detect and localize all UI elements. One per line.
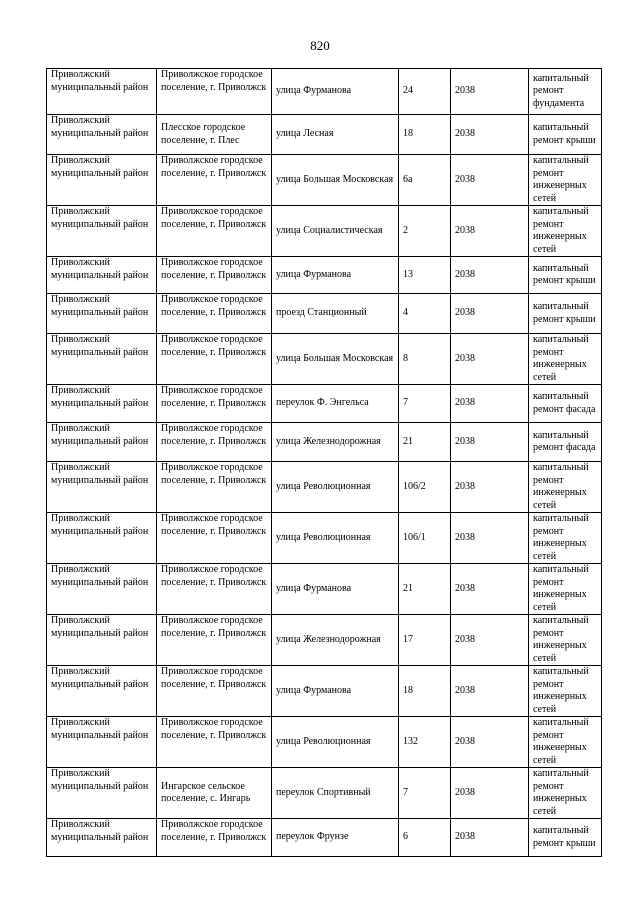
table-row [47, 513, 602, 564]
work-type-cell: капитальный ремонт крыши [529, 819, 602, 857]
year-cell: 2038 [451, 717, 529, 768]
table-row [47, 666, 602, 717]
street-cell: улица Большая Московская [272, 334, 399, 385]
year-cell: 2038 [451, 423, 529, 462]
street-cell: улица Революционная [272, 462, 399, 513]
street-cell: улица Фурманова [272, 257, 399, 294]
settlement-cell: Приволжское городское поселение, г. Приволжск [157, 385, 272, 423]
settlement-cell: Приволжское городское поселение, г. Приволжск [157, 564, 272, 615]
work-type-cell: капитальный ремонт инженерных сетей [529, 768, 602, 819]
table-row [47, 115, 602, 155]
street-cell: улица Фурманова [272, 666, 399, 717]
district-cell: Приволжский муниципальный район [47, 206, 157, 257]
house-cell: 24 [399, 69, 451, 115]
district-cell: Приволжский муниципальный район [47, 69, 157, 115]
district-cell: Приволжский муниципальный район [47, 513, 157, 564]
district-cell: Приволжский муниципальный район [47, 615, 157, 666]
district-cell: Приволжский муниципальный район [47, 564, 157, 615]
district-cell: Приволжский муниципальный район [47, 462, 157, 513]
house-cell: 17 [399, 615, 451, 666]
work-type-cell: капитальный ремонт фундамента [529, 69, 602, 115]
settlement-cell: Ингарское сельское поселение, с. Ингарь [157, 768, 272, 819]
table-row [47, 155, 602, 206]
year-cell: 2038 [451, 115, 529, 155]
table-row [47, 385, 602, 423]
work-type-cell: капитальный ремонт инженерных сетей [529, 462, 602, 513]
year-cell: 2038 [451, 819, 529, 857]
table-row [47, 423, 602, 462]
page-number: 820 [310, 38, 330, 53]
settlement-cell: Приволжское городское поселение, г. Приволжск [157, 423, 272, 462]
work-type-cell: капитальный ремонт фасада [529, 385, 602, 423]
house-cell: 2 [399, 206, 451, 257]
house-cell: 7 [399, 385, 451, 423]
work-type-cell: капитальный ремонт инженерных сетей [529, 615, 602, 666]
work-type-cell: капитальный ремонт крыши [529, 294, 602, 334]
district-cell: Приволжский муниципальный район [47, 423, 157, 462]
table-row [47, 819, 602, 857]
district-cell: Приволжский муниципальный район [47, 666, 157, 717]
settlement-cell: Приволжское городское поселение, г. Приволжск [157, 462, 272, 513]
street-cell: проезд Станционный [272, 294, 399, 334]
work-type-cell: капитальный ремонт крыши [529, 257, 602, 294]
street-cell: улица Революционная [272, 513, 399, 564]
work-type-cell: капитальный ремонт инженерных сетей [529, 564, 602, 615]
house-cell: 106/1 [399, 513, 451, 564]
house-cell: 18 [399, 115, 451, 155]
year-cell: 2038 [451, 615, 529, 666]
housing-repair-table [46, 68, 602, 857]
table-row [47, 462, 602, 513]
year-cell: 2038 [451, 257, 529, 294]
street-cell: переулок Фрунзе [272, 819, 399, 857]
street-cell: улица Большая Московская [272, 155, 399, 206]
year-cell: 2038 [451, 513, 529, 564]
settlement-cell: Приволжское городское поселение, г. Приволжск [157, 294, 272, 334]
settlement-cell: Приволжское городское поселение, г. Приволжск [157, 155, 272, 206]
district-cell: Приволжский муниципальный район [47, 115, 157, 155]
table-row [47, 69, 602, 115]
year-cell: 2038 [451, 206, 529, 257]
table-row [47, 564, 602, 615]
settlement-cell: Плесское городское поселение, г. Плес [157, 115, 272, 155]
year-cell: 2038 [451, 385, 529, 423]
work-type-cell: капитальный ремонт фасада [529, 423, 602, 462]
street-cell: переулок Спортивный [272, 768, 399, 819]
work-type-cell: капитальный ремонт инженерных сетей [529, 334, 602, 385]
street-cell: переулок Ф. Энгельса [272, 385, 399, 423]
year-cell: 2038 [451, 462, 529, 513]
table-row [47, 717, 602, 768]
table-row [47, 334, 602, 385]
street-cell: улица Лесная [272, 115, 399, 155]
house-cell: 18 [399, 666, 451, 717]
house-cell: 13 [399, 257, 451, 294]
settlement-cell: Приволжское городское поселение, г. Приволжск [157, 717, 272, 768]
table-row [47, 615, 602, 666]
street-cell: улица Революционная [272, 717, 399, 768]
house-cell: 21 [399, 423, 451, 462]
table-row [47, 206, 602, 257]
settlement-cell: Приволжское городское поселение, г. Приволжск [157, 206, 272, 257]
work-type-cell: капитальный ремонт инженерных сетей [529, 155, 602, 206]
year-cell: 2038 [451, 69, 529, 115]
work-type-cell: капитальный ремонт инженерных сетей [529, 513, 602, 564]
table-row [47, 768, 602, 819]
settlement-cell: Приволжское городское поселение, г. Приволжск [157, 69, 272, 115]
district-cell: Приволжский муниципальный район [47, 819, 157, 857]
settlement-cell: Приволжское городское поселение, г. Приволжск [157, 666, 272, 717]
street-cell: улица Фурманова [272, 69, 399, 115]
house-cell: 8 [399, 334, 451, 385]
district-cell: Приволжский муниципальный район [47, 768, 157, 819]
district-cell: Приволжский муниципальный район [47, 155, 157, 206]
year-cell: 2038 [451, 155, 529, 206]
work-type-cell: капитальный ремонт инженерных сетей [529, 666, 602, 717]
district-cell: Приволжский муниципальный район [47, 334, 157, 385]
work-type-cell: капитальный ремонт крыши [529, 115, 602, 155]
year-cell: 2038 [451, 294, 529, 334]
year-cell: 2038 [451, 564, 529, 615]
settlement-cell: Приволжское городское поселение, г. Приволжск [157, 513, 272, 564]
district-cell: Приволжский муниципальный район [47, 294, 157, 334]
house-cell: 6 [399, 819, 451, 857]
district-cell: Приволжский муниципальный район [47, 385, 157, 423]
work-type-cell: капитальный ремонт инженерных сетей [529, 717, 602, 768]
district-cell: Приволжский муниципальный район [47, 717, 157, 768]
year-cell: 2038 [451, 334, 529, 385]
year-cell: 2038 [451, 768, 529, 819]
settlement-cell: Приволжское городское поселение, г. Приволжск [157, 257, 272, 294]
house-cell: 7 [399, 768, 451, 819]
settlement-cell: Приволжское городское поселение, г. Приволжск [157, 615, 272, 666]
table-row [47, 257, 602, 294]
street-cell: улица Железнодорожная [272, 423, 399, 462]
street-cell: улица Фурманова [272, 564, 399, 615]
settlement-cell: Приволжское городское поселение, г. Приволжск [157, 819, 272, 857]
house-cell: 21 [399, 564, 451, 615]
table-row [47, 294, 602, 334]
street-cell: улица Железнодорожная [272, 615, 399, 666]
settlement-cell: Приволжское городское поселение, г. Приволжск [157, 334, 272, 385]
work-type-cell: капитальный ремонт инженерных сетей [529, 206, 602, 257]
house-cell: 6а [399, 155, 451, 206]
year-cell: 2038 [451, 666, 529, 717]
street-cell: улица Социалистическая [272, 206, 399, 257]
house-cell: 4 [399, 294, 451, 334]
house-cell: 106/2 [399, 462, 451, 513]
house-cell: 132 [399, 717, 451, 768]
district-cell: Приволжский муниципальный район [47, 257, 157, 294]
